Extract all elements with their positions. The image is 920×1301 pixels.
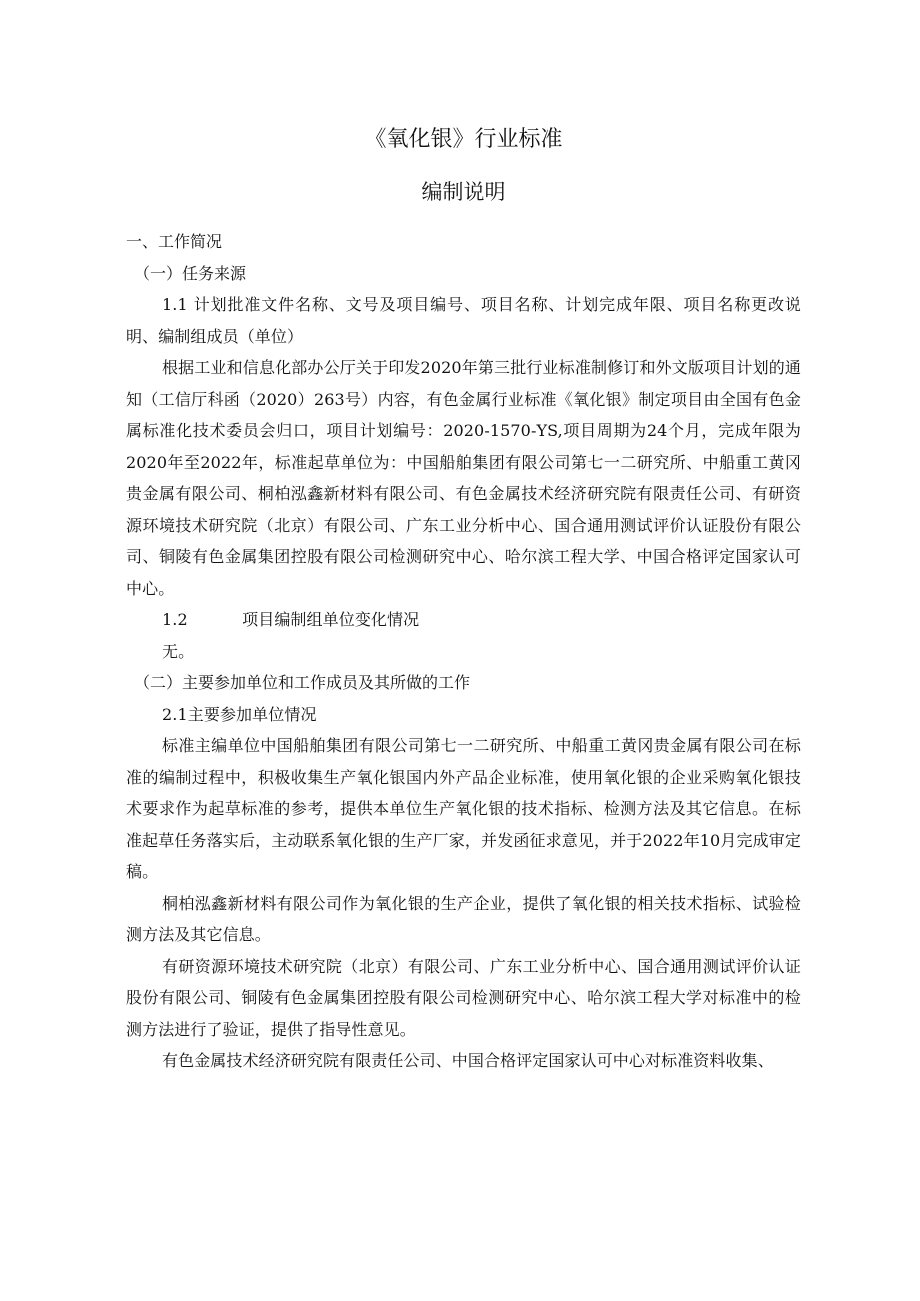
item-2-1: 2.1主要参加单位情况 [162, 704, 317, 724]
item-1-2 [126, 604, 801, 636]
document-body [126, 120, 801, 1077]
subsection-heading-participants: （二）主要参加单位和工作成员及其所做的工作 [134, 673, 471, 692]
document-title: 《氧化银》行业标准 [364, 127, 563, 152]
item-1-2-text: 项目编制组单位变化情况 [242, 610, 420, 629]
paragraph-none: 无。 [162, 641, 195, 661]
paragraph-verification: 有研资源环境技术研究院（北京）有限公司、广东工业分析中心、国合通用测试评价认证股份有限公司、铜陵有色金属集团控股有限公司检测研究中心、哈尔滨工程大学对标准中的检测方法进行了验证，提供了指导性意见。 [126, 956, 801, 1039]
subsection-heading-task-source: （一）任务来源 [134, 263, 247, 283]
item-1-2-number: 1.2 [162, 610, 188, 629]
paragraph-task-source: 根据工业和信息化部办公厅关于印发2020年第三批行业标准制修订和外文版项目计划的通知（工信厅科函（2020）263号）内容，有色金属行业标准《氧化银》制定项目由全国有色金属标准化技术委员会归口，项目计划编号：2020-1570-YS,项目周期为24个月，完成年限为2020年至2022年，标准起草单位为：中国船舶集团有限公司第七一二研究所、中船重工黄冈贵金属有限公司、桐柏泓鑫新材料有限公司、有色金属技术经济研究院有限责任公司、有研资源环境技术研究院（北京）有限公司、广东工业分析中心、国合通用测试评价认证股份有限公司、铜陵有色金属集团控股有限公司检测研究中心、哈尔滨工程大学、中国合格评定国家认可中心。 [126, 358, 801, 598]
paragraph-data-collection: 有色金属技术经济研究院有限责任公司、中国合格评定国家认可中心对标准资料收集、 [162, 1051, 774, 1070]
section-heading-work-overview: 一、工作简况 [126, 232, 223, 251]
paragraph-main-units: 标准主编单位中国船舶集团有限公司第七一二研究所、中船重工黄冈贵金属有限公司在标准的编制过程中，积极收集生产氧化银国内外产品企业标准，使用氧化银的企业采购氧化银技术要求作为起草标准的参考，提供本单位生产氧化银的技术指标、检测方法及其它信息。在标准起草任务落实后，主动联系氧化银的生产厂家，并发函征求意见，并于2022年10月完成审定稿。 [126, 736, 801, 881]
document-subtitle: 编制说明 [421, 180, 506, 204]
item-1-1: 1.1 计划批准文件名称、文号及项目编号、项目名称、计划完成年限、项目名称更改说明、编制组成员（单位） [126, 295, 801, 346]
paragraph-tongbai: 桐柏泓鑫新材料有限公司作为氧化银的生产企业，提供了氧化银的相关技术指标、试验检测方法及其它信息。 [126, 893, 801, 944]
